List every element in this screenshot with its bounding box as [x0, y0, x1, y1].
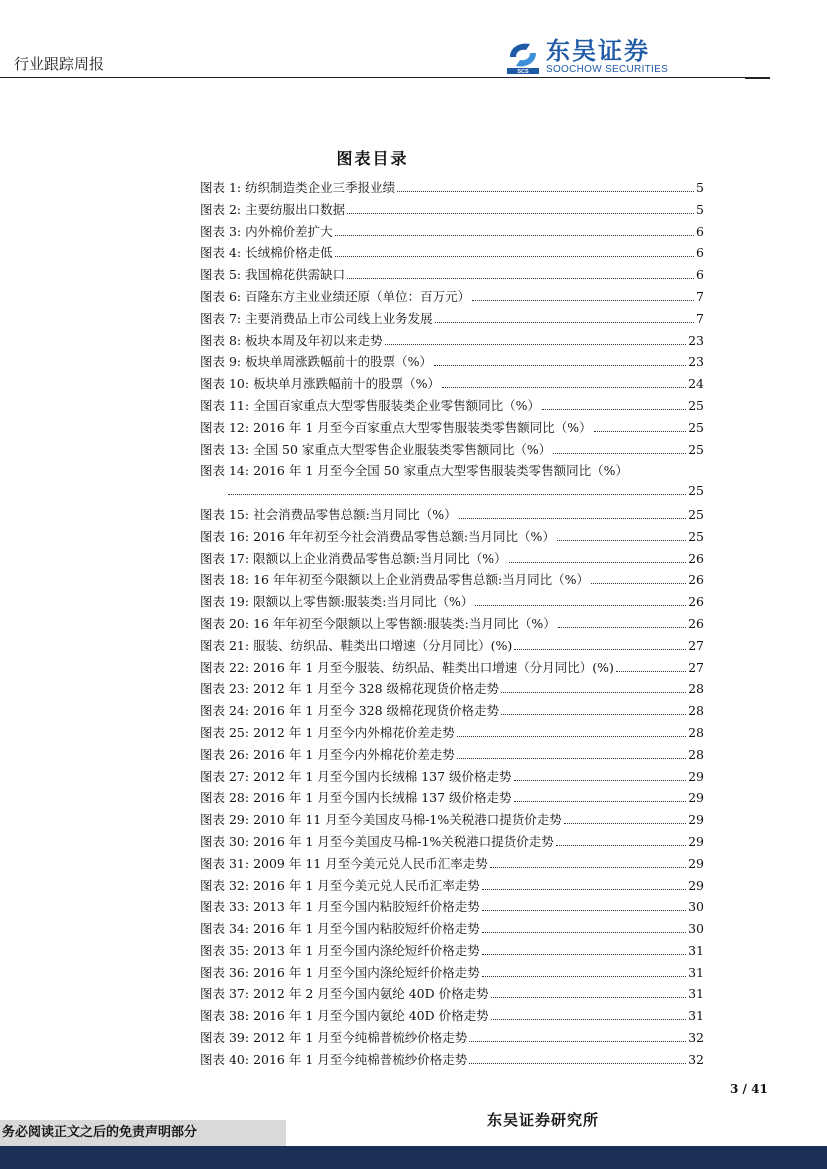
toc-entry[interactable] — [200, 570, 704, 592]
toc-entry-label: 图表 30: 2016 年 1 月至今美国皮马棉-1%关税港口提货价走势 — [200, 833, 554, 849]
footer-institute: 东吴证券研究所 — [487, 1111, 600, 1129]
toc-entry-page: 25 — [688, 419, 704, 435]
toc-entry-label: 图表 40: 2016 年 1 月至今纯棉普梳纱价格走势 — [200, 1051, 468, 1067]
toc-leader-dots — [557, 531, 686, 541]
toc-entry-page: 6 — [696, 223, 704, 239]
toc-leader-dots — [594, 422, 686, 432]
toc-entry[interactable] — [200, 309, 704, 331]
toc-entry-page: 7 — [696, 310, 704, 326]
toc-entry[interactable] — [200, 941, 704, 963]
toc-entry[interactable] — [200, 440, 704, 462]
toc-entry-label: 图表 23: 2012 年 1 月至今 328 级棉花现货价格走势 — [200, 681, 500, 697]
toc-leader-dots — [482, 967, 686, 977]
toc-entry[interactable] — [200, 636, 704, 658]
toc-leader-dots — [472, 291, 694, 301]
toc-entry-label: 图表 20: 16 年年初至今限额以上零售额:服装类:当月同比（%） — [200, 615, 556, 631]
toc-leader-dots — [347, 204, 694, 214]
toc-leader-dots — [553, 444, 686, 454]
toc-entry-page: 6 — [696, 245, 704, 261]
header-category: 行业跟踪周报 — [14, 55, 105, 73]
toc-entry[interactable] — [200, 527, 704, 549]
toc-leader-dots — [459, 509, 686, 519]
toc-entry-label: 图表 39: 2012 年 1 月至今纯棉普梳纱价格走势 — [200, 1030, 468, 1046]
toc-entry-page: 29 — [688, 855, 704, 871]
toc-entry[interactable] — [200, 592, 704, 614]
toc-entry[interactable] — [200, 178, 704, 200]
toc-entry-label: 图表 5: 我国棉花供需缺口 — [200, 267, 346, 283]
toc-entry-page: 32 — [688, 1030, 704, 1046]
toc-entry-page: 25 — [688, 483, 704, 499]
toc-leader-dots — [335, 247, 694, 257]
toc-entry[interactable] — [200, 396, 704, 418]
toc-entry-label: 图表 33: 2013 年 1 月至今国内粘胶短纤价格走势 — [200, 899, 480, 915]
toc-entry-page: 31 — [688, 942, 704, 958]
toc-leader-dots — [501, 705, 686, 715]
toc-entry[interactable] — [200, 374, 704, 396]
toc-entry-page: 27 — [688, 659, 704, 675]
toc-entry-label: 图表 8: 板块本周及年初以来走势 — [200, 332, 383, 348]
toc-entry-label: 图表 9: 板块单周涨跌幅前十的股票（%） — [200, 354, 432, 370]
logo-english-name: SOOCHOW SECURITIES — [546, 64, 669, 75]
toc-leader-dots — [347, 269, 694, 279]
toc-leader-dots — [434, 356, 686, 366]
toc-entry-label: 图表 14: 2016 年 1 月至今全国 50 家重点大型零售服装类零售额同比（%） — [200, 463, 628, 479]
toc-entry-page: 28 — [688, 746, 704, 762]
header-short-divider — [745, 77, 770, 79]
toc-entry-page: 31 — [688, 1008, 704, 1024]
toc-leader-dots — [385, 335, 686, 345]
toc-leader-dots — [491, 1010, 686, 1020]
toc-entry[interactable] — [200, 331, 704, 353]
toc-entry-page: 5 — [696, 201, 704, 217]
toc-entry-label: 图表 29: 2010 年 11 月至今美国皮马棉-1%关税港口提货价走势 — [200, 812, 562, 828]
toc-entry-label: 图表 35: 2013 年 1 月至今国内涤纶短纤价格走势 — [200, 942, 480, 958]
toc-entry[interactable] — [200, 1050, 704, 1072]
toc-leader-dots — [457, 749, 686, 759]
toc-leader-dots — [514, 792, 687, 802]
toc-entry[interactable] — [200, 614, 704, 636]
toc-entry[interactable] — [200, 1006, 704, 1028]
toc-entry-label: 图表 18: 16 年年初至今限额以上企业消费品零售总额:当月同比（%） — [200, 572, 590, 588]
toc-entry[interactable] — [200, 701, 704, 723]
toc-leader-dots — [442, 378, 686, 388]
toc-leader-dots — [482, 901, 686, 911]
toc-entry-label: 图表 19: 限额以上零售额:服装类:当月同比（%） — [200, 594, 474, 610]
toc-entry-label: 图表 3: 内外棉价差扩大 — [200, 223, 333, 239]
toc-entry-page: 30 — [688, 921, 704, 937]
toc-leader-dots — [482, 880, 686, 890]
toc-entry-label: 图表 10: 板块单月涨跌幅前十的股票（%） — [200, 376, 440, 392]
footer-bar — [0, 1146, 827, 1169]
toc-leader-dots — [514, 771, 687, 781]
toc-entry[interactable] — [200, 418, 704, 440]
toc-entry[interactable] — [200, 810, 704, 832]
toc-entry[interactable] — [200, 745, 704, 767]
toc-leader-dots — [469, 1054, 686, 1064]
toc-entry-page: 28 — [688, 681, 704, 697]
toc-entry[interactable] — [200, 1028, 704, 1050]
toc-leader-dots — [397, 182, 694, 192]
toc-leader-dots — [542, 400, 686, 410]
toc-entry[interactable] — [200, 919, 704, 941]
toc-entry-label: 图表 38: 2016 年 1 月至今国内氨纶 40D 价格走势 — [200, 1008, 489, 1024]
toc-entry[interactable] — [200, 723, 704, 745]
toc-entry-page: 29 — [688, 790, 704, 806]
toc-entry-label: 图表 11: 全国百家重点大型零售服装类企业零售额同比（%） — [200, 397, 540, 413]
toc-entry[interactable] — [200, 963, 704, 985]
toc-entry-page: 32 — [688, 1051, 704, 1067]
toc-entry-page: 29 — [688, 812, 704, 828]
toc-entry-label: 图表 36: 2016 年 1 月至今国内涤纶短纤价格走势 — [200, 964, 480, 980]
toc-leader-dots — [482, 923, 686, 933]
toc-entry[interactable] — [200, 832, 704, 854]
logo-badge-text: SCS — [517, 69, 529, 75]
toc-entry[interactable] — [200, 984, 704, 1006]
toc-entry-label: 图表 27: 2012 年 1 月至今国内长绒棉 137 级价格走势 — [200, 768, 512, 784]
logo-chinese-name: 东吴证券 — [546, 37, 650, 65]
toc-entry[interactable] — [200, 222, 704, 244]
toc-entry-label: 图表 17: 限额以上企业消费品零售总额:当月同比（%） — [200, 550, 507, 566]
toc-entry-label: 图表 22: 2016 年 1 月至今服装、纺织品、鞋类出口增速（分月同比）(%) — [200, 659, 614, 675]
toc-entry-page: 29 — [688, 833, 704, 849]
toc-leader-dots — [482, 945, 686, 955]
toc-entry[interactable] — [200, 788, 704, 810]
toc-entry-label: 图表 16: 2016 年年初至今社会消费品零售总额:当月同比（%） — [200, 528, 555, 544]
toc-entry-page: 25 — [688, 506, 704, 522]
toc-leader-dots — [501, 683, 686, 693]
toc-entry-page: 25 — [688, 528, 704, 544]
soochow-logo-icon — [506, 39, 540, 75]
toc-leader-dots — [228, 485, 686, 495]
toc-entry-label: 图表 25: 2012 年 1 月至今内外棉花价差走势 — [200, 724, 455, 740]
toc-entry-page: 26 — [688, 550, 704, 566]
toc-entry-label: 图表 13: 全国 50 家重点大型零售企业服装类零售额同比（%） — [200, 441, 552, 457]
toc-entry-label: 图表 7: 主要消费品上市公司线上业务发展 — [200, 310, 433, 326]
toc-entry-label: 图表 31: 2009 年 11 月至今美元兑人民币汇率走势 — [200, 855, 488, 871]
toc-entry-page: 29 — [688, 877, 704, 893]
toc-leader-dots — [556, 836, 686, 846]
toc-entry-page: 23 — [688, 354, 704, 370]
toc-entry-label: 图表 4: 长绒棉价格走低 — [200, 245, 333, 261]
toc-leader-dots — [509, 553, 686, 563]
toc-leader-dots — [491, 988, 686, 998]
toc-entry[interactable] — [200, 352, 704, 374]
toc-entry-page: 7 — [696, 288, 704, 304]
toc-entry-label: 图表 15: 社会消费品零售总额:当月同比（%） — [200, 506, 457, 522]
toc-entry-page: 23 — [688, 332, 704, 348]
toc-entry[interactable] — [200, 461, 704, 505]
table-of-figures — [200, 178, 704, 1072]
toc-entry[interactable] — [200, 243, 704, 265]
toc-entry-page: 31 — [688, 986, 704, 1002]
toc-leader-dots — [616, 662, 686, 672]
toc-entry[interactable] — [200, 200, 704, 222]
toc-title: 图表目录 — [336, 149, 409, 168]
toc-entry-page: 6 — [696, 267, 704, 283]
footer-disclaimer: 务必阅读正文之后的免责声明部分 — [0, 1120, 286, 1146]
toc-entry-page: 28 — [688, 703, 704, 719]
toc-entry-page: 25 — [688, 397, 704, 413]
toc-entry[interactable] — [200, 549, 704, 571]
toc-entry-page: 26 — [688, 572, 704, 588]
toc-entry-page: 30 — [688, 899, 704, 915]
toc-leader-dots — [435, 313, 694, 323]
toc-entry-page: 28 — [688, 724, 704, 740]
toc-entry-label: 图表 6: 百隆东方主业业绩还原（单位：百万元） — [200, 288, 471, 304]
toc-entry[interactable] — [200, 767, 704, 789]
toc-leader-dots — [469, 1032, 686, 1042]
toc-leader-dots — [457, 727, 686, 737]
toc-entry[interactable] — [200, 876, 704, 898]
header-divider — [0, 77, 745, 78]
toc-entry-page: 25 — [688, 441, 704, 457]
toc-leader-dots — [490, 858, 686, 868]
toc-entry-label: 图表 37: 2012 年 2 月至今国内氨纶 40D 价格走势 — [200, 986, 489, 1002]
company-logo — [506, 38, 668, 76]
toc-entry[interactable] — [200, 897, 704, 919]
toc-entry-page: 27 — [688, 637, 704, 653]
toc-entry[interactable] — [200, 265, 704, 287]
toc-entry[interactable] — [200, 287, 704, 309]
page-indicator: 3 / 41 — [730, 1082, 768, 1096]
toc-entry[interactable] — [200, 505, 704, 527]
toc-entry-page: 31 — [688, 964, 704, 980]
toc-entry[interactable] — [200, 679, 704, 701]
toc-leader-dots — [514, 640, 686, 650]
toc-entry-label: 图表 26: 2016 年 1 月至今内外棉花价差走势 — [200, 746, 455, 762]
toc-entry-label: 图表 2: 主要纺服出口数据 — [200, 201, 346, 217]
toc-entry-page: 26 — [688, 615, 704, 631]
toc-leader-dots — [335, 226, 694, 236]
toc-entry[interactable] — [200, 658, 704, 680]
toc-leader-dots — [564, 814, 686, 824]
toc-entry-page: 26 — [688, 594, 704, 610]
toc-leader-dots — [591, 574, 686, 584]
toc-entry-label: 图表 21: 服装、纺织品、鞋类出口增速（分月同比）(%) — [200, 637, 513, 653]
toc-entry-label: 图表 1: 纺织制造类企业三季报业绩 — [200, 180, 396, 195]
toc-leader-dots — [475, 596, 686, 606]
toc-leader-dots — [558, 618, 686, 628]
toc-entry-page: 5 — [696, 180, 704, 195]
toc-entry-label: 图表 32: 2016 年 1 月至今美元兑人民币汇率走势 — [200, 877, 480, 893]
toc-entry-label: 图表 12: 2016 年 1 月至今百家重点大型零售服装类零售额同比（%） — [200, 419, 592, 435]
toc-entry-label: 图表 24: 2016 年 1 月至今 328 级棉花现货价格走势 — [200, 703, 500, 719]
toc-entry-label: 图表 28: 2016 年 1 月至今国内长绒棉 137 级价格走势 — [200, 790, 512, 806]
toc-entry[interactable] — [200, 854, 704, 876]
toc-entry-page: 24 — [688, 376, 704, 392]
toc-entry-page: 29 — [688, 768, 704, 784]
toc-entry-label: 图表 34: 2016 年 1 月至今国内粘胶短纤价格走势 — [200, 921, 480, 937]
